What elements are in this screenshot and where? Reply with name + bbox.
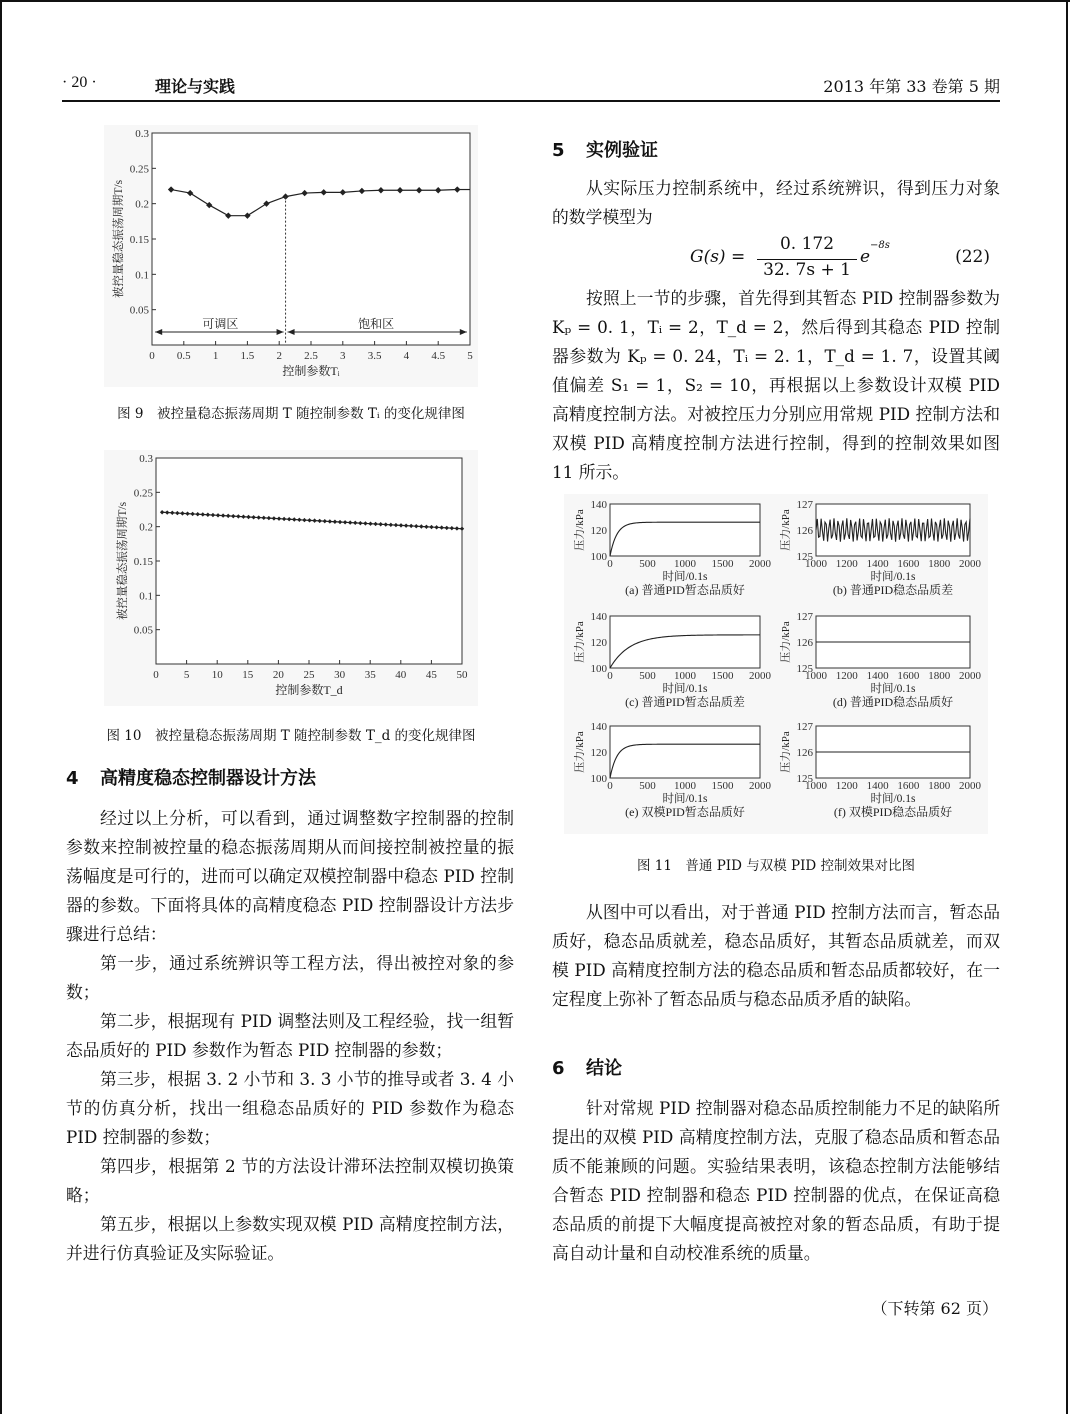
- fig11-panel-b-xtick-label: 1000: [805, 558, 827, 570]
- fig9-ytick-label: 0.3: [135, 128, 149, 140]
- fig11-chart: [564, 494, 988, 834]
- fig11-panel-d-xlabel: 时间/0.1s: [870, 683, 916, 695]
- fig11-panel-b-xtick-label: 1600: [897, 558, 920, 570]
- fig11-panel-a-xtick-label: 1500: [711, 558, 734, 570]
- fig11-panel-e-label: (e) 双模PID暂态品质好: [625, 805, 745, 819]
- fig11-panel-f-xtick-label: 1400: [866, 780, 889, 792]
- sec5-para-1: 从实际压力控制系统中，经过系统辨识，得到压力对象的数学模型为: [552, 178, 1000, 227]
- fig9-chart: [104, 125, 478, 387]
- fig11-panel-d-ylabel: 压力/kPa: [780, 621, 792, 663]
- fig10-ytick-label: 0.1: [139, 590, 153, 603]
- fig11-panel-c-xtick-label: 2000: [749, 670, 771, 682]
- fig11-panel-d-ytick-label: 127: [796, 611, 813, 623]
- fig11-panel-f-xlabel: 时间/0.1s: [870, 793, 916, 805]
- fig11-panel-e-plot-area: [610, 726, 760, 778]
- fig9-xtick-label: 2: [276, 350, 282, 362]
- fig9-caption: 图 9 被控量稳态振荡周期 T 随控制参数 Tᵢ 的变化规律图: [117, 406, 465, 422]
- fig9-xtick-label: 3: [340, 350, 346, 362]
- fig11-panel-f-ytick-label: 126: [796, 747, 813, 759]
- section-4-heading: [66, 764, 316, 790]
- fig11-panel-f-xtick-label: 1600: [897, 780, 920, 792]
- fig11-panel-c-ytick-label: 120: [590, 637, 607, 649]
- fig11-panel-e-xtick-label: 2000: [749, 780, 771, 792]
- fig9-xlabel: 控制参数Tᵢ: [282, 364, 340, 378]
- fig11-panel-a-ytick-label: 120: [590, 525, 607, 537]
- fig10-caption: 图 10 被控量稳态振荡周期 T 随控制参数 T_d 的变化规律图: [106, 728, 476, 744]
- eq-number: (22): [955, 247, 990, 267]
- fig10-xtick-label: 30: [334, 669, 346, 681]
- fig11-panel-c-label: (c) 普通PID暂态品质差: [625, 695, 745, 709]
- fig11-panel-a-xtick-label: 500: [639, 558, 656, 570]
- section-6-title: 结论: [586, 1058, 622, 1079]
- fig11-panel-f-ylabel: 压力/kPa: [780, 731, 792, 773]
- fig11-panel-e-ytick-label: 100: [590, 773, 607, 785]
- fig10-xtick-label: 50: [456, 669, 468, 681]
- sec4-para-4: 第三步，根据 3. 2 小节和 3. 3 小节的推导或者 3. 4 小节的仿真分析，找出一组稳态品质好的 PID 参数作为稳态 PID 控制器的参数；: [66, 1069, 514, 1147]
- sec4-para-3: 第二步，根据现有 PID 调整法则及工程经验，找一组暂态品质好的 PID 参数作为暂态 PID 控制器的参数；: [66, 1011, 514, 1060]
- fig11-panel-b-ytick-label: 127: [796, 499, 813, 511]
- page-border-right: [1066, 0, 1068, 1414]
- eq-exponential: e: [860, 247, 871, 267]
- fig9-ytick-label: 0.1: [135, 269, 149, 282]
- fig11-panel-d-xtick-label: 1600: [897, 670, 920, 682]
- fig11-panel-c-xlabel: 时间/0.1s: [662, 683, 708, 695]
- figure-10: [104, 450, 478, 706]
- figure-9: [104, 125, 478, 387]
- fig11-panel-d-label: (d) 普通PID稳态品质好: [832, 695, 954, 709]
- issue-info: 2013 年第 33 卷第 5 期: [823, 77, 1000, 96]
- sec4-para-6: 第五步，根据以上参数实现双模 PID 高精度控制方法，并进行仿真验证及实际验证。: [66, 1214, 514, 1263]
- running-header: [62, 74, 1000, 102]
- section-5-body: [552, 284, 1000, 487]
- fig9-annotation-adjustable: 可调区: [202, 317, 239, 331]
- section-5-intro: [552, 174, 1000, 232]
- fig11-panel-e-ytick-label: 140: [590, 721, 607, 733]
- sec4-para-2: 第一步，通过系统辨识等工程方法，得出被控对象的参数；: [66, 953, 514, 1002]
- fig11-panel-b-ytick-label: 125: [796, 551, 813, 563]
- fig11-panel-b-xtick-label: 1200: [835, 558, 858, 570]
- fig11-panel-a-plot-area: [610, 504, 760, 556]
- section-5-discussion: [552, 898, 1000, 1014]
- fig11-panel-b-label: (b) 普通PID稳态品质差: [832, 583, 954, 597]
- fig10-ytick-label: 0.3: [139, 453, 153, 465]
- continued-note: （下转第 62 页）: [871, 1299, 998, 1318]
- eq-lhs: G(s) =: [690, 247, 746, 267]
- fig9-xtick-label: 5: [467, 350, 473, 362]
- sec4-para-5: 第四步，根据第 2 节的方法设计滞环法控制双模切换策略；: [66, 1156, 514, 1205]
- fig10-xtick-label: 20: [272, 669, 284, 681]
- fig10-xtick-label: 5: [183, 669, 190, 681]
- fig9-ytick-label: 0.2: [135, 198, 149, 211]
- fig11-panel-b-ylabel: 压力/kPa: [780, 509, 792, 551]
- fig11-panel-c-ytick-label: 100: [590, 663, 607, 675]
- fig10-xtick-label: 15: [242, 669, 254, 681]
- fig10-xtick-label: 25: [303, 669, 315, 681]
- fig11-panel-d-ytick-label: 126: [796, 637, 813, 649]
- fig9-ylabel: 被控量稳态振荡周期T/s: [113, 179, 125, 299]
- sec5-para-2: 按照上一节的步骤，首先得到其暂态 PID 控制器参数为 Kₚ = 0. 1，Tᵢ = 2，T_d = 2，然后得到其稳态 PID 控制器参数为 Kₚ = 0. 24，Tᵢ = 2. 1，T_d = 1. 7，设置其阈值偏差 S₁ = 1，S₂ = 10，再根据以上参数设计双模 PID 高精度控制方法。对被控压力分别应用常规 PID 控制方法和双模 PID 高精度控制方法进行控制，得到的控制效果如图 11 所示。: [552, 288, 1000, 482]
- fig11-panel-c-ytick-label: 140: [590, 611, 607, 623]
- fig9-xtick-label: 1.5: [240, 350, 255, 362]
- fig9-xtick-label: 0: [149, 350, 155, 362]
- fig11-panel-a-label: (a) 普通PID暂态品质好: [625, 583, 745, 597]
- fig11-panel-e-xtick-label: 0: [607, 780, 613, 792]
- section-4-title: 高精度稳态控制器设计方法: [100, 768, 316, 789]
- sec6-para-1: 针对常规 PID 控制器对稳态品质控制能力不足的缺陷所提出的双模 PID 高精度控制方法，克服了稳态品质和暂态品质不能兼顾的问题。实验结果表明，该稳态控制方法能够结合暂态 PID 控制器和稳态 PID 控制器的优点，在保证高稳态品质的前提下大幅度提高被控对象的暂态品质，有助于提高自动计量和自动校准系统的质量。: [552, 1098, 1000, 1263]
- fig10-xlabel: 控制参数T_d: [275, 683, 343, 697]
- page-number: · 20 ·: [62, 74, 97, 91]
- fig11-panel-d-xtick-label: 1200: [835, 670, 858, 682]
- fig11-panel-d-ytick-label: 125: [796, 663, 813, 675]
- fig11-panel-c-xtick-label: 1000: [674, 670, 696, 682]
- fig11-panel-a-xtick-label: 1000: [674, 558, 696, 570]
- fig10-xtick-label: 10: [211, 669, 223, 681]
- fig9-xtick-label: 0.5: [176, 350, 191, 362]
- section-5-title: 实例验证: [586, 140, 658, 161]
- figure-11: [564, 494, 988, 834]
- fig9-xtick-label: 2.5: [304, 350, 318, 362]
- fig11-panel-f-xtick-label: 1000: [805, 780, 827, 792]
- fig9-xtick-label: 1: [212, 350, 219, 362]
- fig11-panel-c-xtick-label: 1500: [711, 670, 734, 682]
- fig11-panel-e-xtick-label: 1500: [711, 780, 734, 792]
- sec5-para-3: 从图中可以看出，对于普通 PID 控制方法而言，暂态品质好，稳态品质就差，稳态品质好，其暂态品质就差，而双模 PID 高精度控制方法的稳态品质和暂态品质都较好，在一定程度上弥补了暂态品质与稳态品质矛盾的缺陷。: [552, 902, 1000, 1009]
- fig11-panel-e-xtick-label: 1000: [674, 780, 696, 792]
- fig11-panel-e-ytick-label: 120: [590, 747, 607, 759]
- fig9-plot-area: [152, 133, 470, 345]
- fig10-ylabel: 被控量稳态振荡周期T/s: [117, 501, 129, 621]
- fig11-panel-b-xtick-label: 2000: [959, 558, 981, 570]
- equation-22: [552, 234, 1000, 282]
- fig10-chart: [104, 450, 478, 706]
- fig11-panel-f-label: (f) 双模PID稳态品质好: [833, 805, 953, 819]
- page-border-top: [0, 0, 1070, 2]
- section-6-heading: [552, 1054, 622, 1080]
- fig9-xtick-label: 3.5: [367, 350, 382, 362]
- sec4-para-1: 经过以上分析，可以看到，通过调整数字控制器的控制参数来控制被控量的稳态振荡周期从而间接控制被控量的振荡幅度是可行的，进而可以确定双模控制器中稳态 PID 控制器的参数。下面将具体的高精度稳态 PID 控制器设计方法步骤进行总结：: [66, 808, 514, 944]
- fig9-ytick-label: 0.05: [129, 304, 149, 317]
- section-5-heading: [552, 136, 658, 162]
- fig11-panel-b-xtick-label: 1800: [928, 558, 951, 570]
- fig11-panel-f-ytick-label: 125: [796, 773, 813, 785]
- fig11-panel-c-xtick-label: 500: [639, 670, 656, 682]
- fig10-xtick-label: 40: [395, 669, 407, 681]
- page-border-left: [0, 0, 2, 1414]
- fig10-xtick-label: 35: [364, 669, 376, 681]
- fig10-ytick-label: 0.05: [133, 624, 153, 637]
- fig11-panel-e-xlabel: 时间/0.1s: [662, 793, 708, 805]
- fig11-panel-b-xlabel: 时间/0.1s: [870, 571, 916, 583]
- section-4-body: [66, 804, 514, 1268]
- section-6-number: 6: [552, 1058, 565, 1079]
- section-name: 理论与实践: [155, 77, 236, 96]
- fig9-annotation-saturated: 饱和区: [358, 317, 395, 331]
- fig11-panel-a-xlabel: 时间/0.1s: [662, 571, 708, 583]
- fig9-ytick-label: 0.15: [129, 234, 149, 246]
- fig11-panel-c-ylabel: 压力/kPa: [574, 621, 586, 663]
- eq-denominator: 32. 7s + 1: [763, 260, 851, 280]
- fig11-panel-d-xtick-label: 1000: [805, 670, 827, 682]
- fig11-panel-a-ylabel: 压力/kPa: [574, 509, 586, 551]
- fig11-panel-e-xtick-label: 500: [639, 780, 656, 792]
- fig11-panel-f-xtick-label: 2000: [959, 780, 981, 792]
- fig10-ytick-label: 0.25: [133, 487, 153, 500]
- section-5-number: 5: [552, 140, 565, 161]
- section-6-body: [552, 1094, 1000, 1268]
- fig11-panel-f-xtick-label: 1800: [928, 780, 951, 792]
- fig11-panel-f-ytick-label: 127: [796, 721, 813, 733]
- fig11-panel-b-xtick-label: 1400: [866, 558, 889, 570]
- eq-numerator: 0. 172: [779, 234, 835, 254]
- fig11-panel-f-xtick-label: 1200: [835, 780, 858, 792]
- section-4-number: 4: [66, 768, 79, 789]
- eq-exponent: −8s: [870, 240, 890, 251]
- fig10-plot-area: [156, 458, 462, 664]
- fig11-panel-d-xtick-label: 1400: [866, 670, 889, 682]
- fig9-xtick-label: 4: [403, 350, 410, 362]
- fig10-xtick-label: 45: [425, 669, 437, 681]
- fig10-ytick-label: 0.2: [139, 521, 153, 534]
- fig11-panel-c-plot-area: [610, 616, 760, 668]
- fig10-ytick-label: 0.15: [133, 556, 153, 568]
- fig11-panel-d-xtick-label: 2000: [959, 670, 981, 682]
- fig10-xtick-label: 0: [153, 669, 159, 681]
- fig11-panel-e-ylabel: 压力/kPa: [574, 731, 586, 773]
- fig11-panel-a-ytick-label: 140: [590, 499, 607, 511]
- fig11-panel-d-xtick-label: 1800: [928, 670, 951, 682]
- fig11-panel-a-xtick-label: 0: [607, 558, 613, 570]
- fig9-ytick-label: 0.25: [129, 163, 149, 176]
- fig11-panel-b-ytick-label: 126: [796, 525, 813, 537]
- fig11-panel-a-xtick-label: 2000: [749, 558, 771, 570]
- fig9-xtick-label: 4.5: [431, 350, 446, 362]
- fig11-caption: 图 11 普通 PID 与双模 PID 控制效果对比图: [636, 858, 916, 874]
- fig11-panel-a-ytick-label: 100: [590, 551, 607, 563]
- fig11-panel-c-xtick-label: 0: [607, 670, 613, 682]
